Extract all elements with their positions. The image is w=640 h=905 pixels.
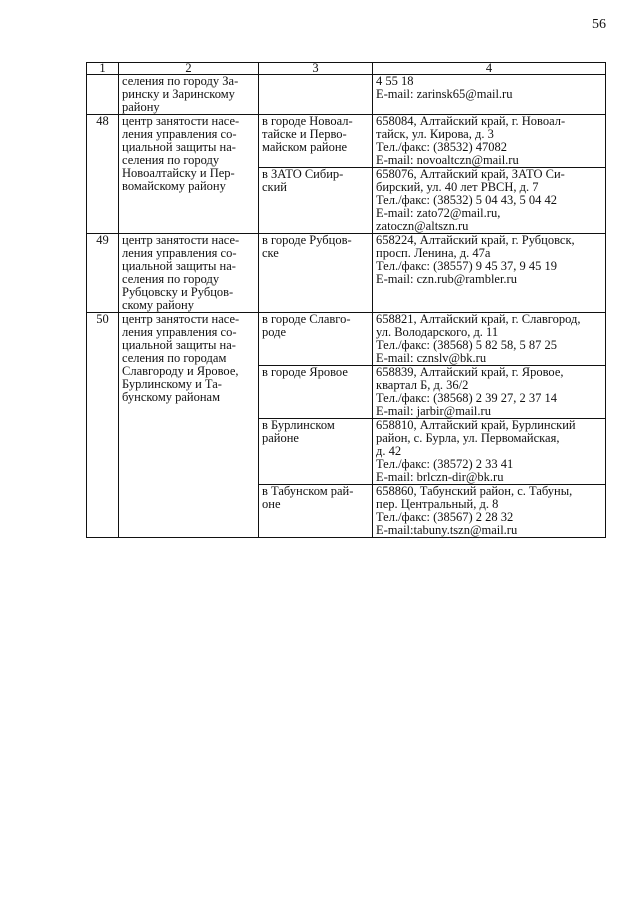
text-line: районе — [262, 431, 299, 445]
table-row — [87, 313, 606, 366]
table-header-row — [87, 63, 606, 75]
area-text — [262, 485, 369, 511]
area-cell — [259, 313, 373, 366]
contact-cell — [373, 366, 606, 419]
org-text — [122, 234, 255, 312]
text-line: пер. Центральный, д. 8 — [376, 497, 499, 511]
text-line: циальной защиты на- — [122, 338, 236, 352]
text-line: в Бурлинском — [262, 418, 335, 432]
area-text — [262, 366, 369, 379]
row-number-cell: 49 — [87, 234, 119, 313]
text-line: ления управления со- — [122, 325, 237, 339]
org-cell — [119, 313, 259, 538]
page-number: 56 — [592, 17, 606, 32]
text-line: 658810, Алтайский край, Бурлинский — [376, 418, 576, 432]
text-line: 658076, Алтайский край, ЗАТО Си- — [376, 167, 565, 181]
text-line: 658224, Алтайский край, г. Рубцовск, — [376, 233, 575, 247]
area-cell — [259, 168, 373, 234]
text-line: центр занятости насе- — [122, 233, 240, 247]
area-text — [262, 115, 369, 154]
area-text — [262, 234, 369, 260]
text-line: тайске и Перво- — [262, 127, 347, 141]
text-line: Тел./факс: (38557) 9 45 37, 9 45 19 — [376, 259, 558, 273]
text-line: 658821, Алтайский край, г. Славгород, — [376, 312, 581, 326]
contact-cell — [373, 234, 606, 313]
text-line: центр занятости насе- — [122, 312, 240, 326]
text-line: селения по городу — [122, 153, 220, 167]
text-line: Тел./факс: (38572) 2 33 41 — [376, 457, 514, 471]
header-cell: 2 — [119, 63, 259, 75]
text-line: zatoczn@altszn.ru — [376, 219, 469, 233]
text-line: вомайскому району — [122, 179, 226, 193]
text-line: Тел./факс: (38568) 2 39 27, 2 37 14 — [376, 391, 558, 405]
contact-cell — [373, 168, 606, 234]
text-line: бирский, ул. 40 лет РВСН, д. 7 — [376, 180, 539, 194]
text-line: оне — [262, 497, 281, 511]
table-row — [87, 75, 606, 115]
text-line: в городе Новоал- — [262, 114, 353, 128]
org-cell — [119, 234, 259, 313]
org-text — [122, 75, 255, 114]
row-number-cell: 50 — [87, 313, 119, 538]
area-text — [262, 419, 369, 445]
org-text — [122, 313, 255, 404]
text-line: 658839, Алтайский край, г. Яровое, — [376, 365, 564, 379]
text-line: Тел./факс: (38567) 2 28 32 — [376, 510, 514, 524]
contact-cell — [373, 115, 606, 168]
contact-text — [376, 419, 602, 484]
area-text — [262, 313, 369, 339]
area-cell — [259, 75, 373, 115]
area-cell — [259, 485, 373, 538]
text-line: E-mail: cznslv@bk.ru — [376, 351, 487, 365]
org-cell — [119, 115, 259, 234]
contact-cell — [373, 313, 606, 366]
text-line: Бурлинскому и Та- — [122, 377, 222, 391]
text-line: селения по городам — [122, 351, 227, 365]
contact-text — [376, 313, 602, 365]
contact-text — [376, 115, 602, 167]
contact-cell — [373, 419, 606, 485]
text-line: скому району — [122, 298, 194, 312]
text-line: циальной защиты на- — [122, 259, 236, 273]
text-line: Тел./факс: (38568) 5 82 58, 5 87 25 — [376, 338, 558, 352]
text-line: E-mail: zato72@mail.ru, — [376, 206, 501, 220]
area-cell — [259, 419, 373, 485]
row-number-cell: 48 — [87, 115, 119, 234]
text-line: селения по городу За- — [122, 74, 239, 88]
org-text — [122, 115, 255, 193]
text-line: в городе Яровое — [262, 365, 348, 379]
text-line: майском районе — [262, 140, 348, 154]
row-number-cell — [87, 75, 119, 115]
text-line: циальной защиты на- — [122, 140, 236, 154]
text-line: 658084, Алтайский край, г. Новоал- — [376, 114, 566, 128]
text-line: Тел./факс: (38532) 47082 — [376, 140, 508, 154]
text-line: E-mail: brlczn-dir@bk.ru — [376, 470, 504, 484]
text-line: ления управления со- — [122, 127, 237, 141]
contacts-table — [86, 62, 606, 538]
area-cell — [259, 234, 373, 313]
contact-text — [376, 168, 602, 233]
text-line: в ЗАТО Сибир- — [262, 167, 344, 181]
text-line: просп. Ленина, д. 47а — [376, 246, 491, 260]
text-line: 4 55 18 — [376, 74, 414, 88]
table-row — [87, 234, 606, 313]
text-line: в городе Рубцов- — [262, 233, 352, 247]
text-line: ления управления со- — [122, 246, 237, 260]
contact-text — [376, 75, 602, 101]
text-line: в городе Славго- — [262, 312, 351, 326]
contact-cell — [373, 485, 606, 538]
text-line: Славгороду и Яровое, — [122, 364, 239, 378]
area-text — [262, 168, 369, 194]
contact-text — [376, 234, 602, 286]
text-line: ринску и Заринскому — [122, 87, 235, 101]
text-line: району — [122, 100, 160, 114]
contact-text — [376, 485, 602, 537]
text-line: ске — [262, 246, 279, 260]
contact-text — [376, 366, 602, 418]
text-line: центр занятости насе- — [122, 114, 240, 128]
text-line: E-mail: czn.rub@rambler.ru — [376, 272, 517, 286]
text-line: бунскому районам — [122, 390, 220, 404]
text-line: район, с. Бурла, ул. Первомайская, — [376, 431, 560, 445]
header-cell: 4 — [373, 63, 606, 75]
table-row — [87, 115, 606, 168]
contact-cell — [373, 75, 606, 115]
text-line: ский — [262, 180, 287, 194]
text-line: Тел./факс: (38532) 5 04 43, 5 04 42 — [376, 193, 558, 207]
text-line: E-mail: zarinsk65@mail.ru — [376, 87, 513, 101]
text-line: ул. Володарского, д. 11 — [376, 325, 499, 339]
text-line: E-mail: novoaltczn@mail.ru — [376, 153, 519, 167]
text-line: роде — [262, 325, 287, 339]
header-cell: 3 — [259, 63, 373, 75]
text-line: 658860, Табунский район, с. Табуны, — [376, 484, 573, 498]
header-cell: 1 — [87, 63, 119, 75]
text-line: E-mail:tabuny.tszn@mail.ru — [376, 523, 518, 537]
text-line: Новоалтайску и Пер- — [122, 166, 235, 180]
org-cell — [119, 75, 259, 115]
area-cell — [259, 366, 373, 419]
text-line: тайск, ул. Кирова, д. 3 — [376, 127, 494, 141]
text-line: квартал Б, д. 36/2 — [376, 378, 469, 392]
text-line: д. 42 — [376, 444, 402, 458]
text-line: Рубцовску и Рубцов- — [122, 285, 234, 299]
area-cell — [259, 115, 373, 168]
text-line: селения по городу — [122, 272, 220, 286]
text-line: в Табунском рай- — [262, 484, 354, 498]
text-line: E-mail: jarbir@mail.ru — [376, 404, 491, 418]
